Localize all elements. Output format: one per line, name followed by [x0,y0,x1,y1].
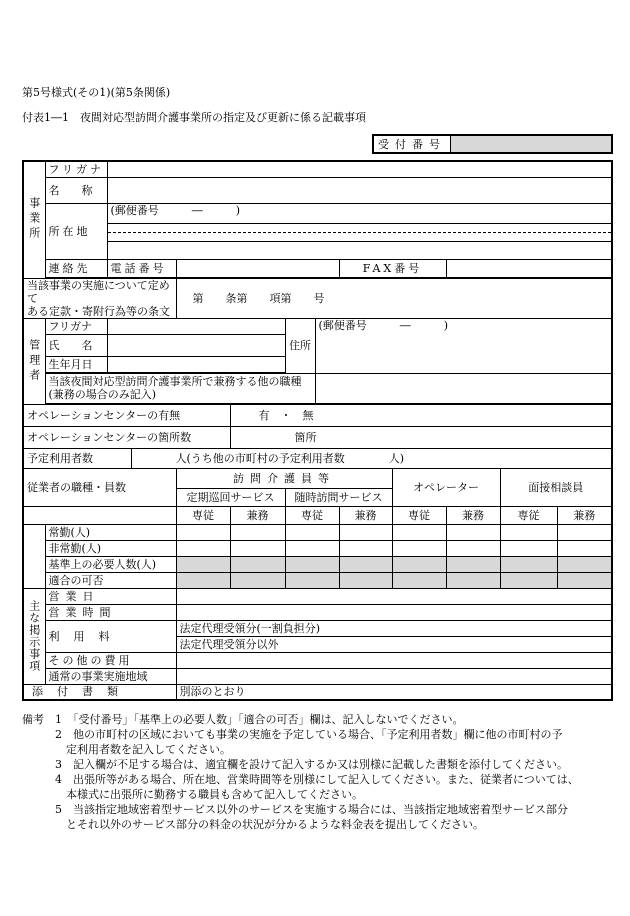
staff-cell[interactable] [176,524,230,540]
staff-cell-shaded [500,572,557,588]
staff-cell[interactable] [557,540,612,556]
col-kenmu: 兼務 [339,506,392,524]
operation-exist-label: オペレーションセンターの有無 [23,404,230,426]
note-line: 4 出張所等がある場合、所在地、営業時間等を別様にして記入してください。また、従業者については、 [22,773,579,786]
staff-cell-shaded [339,556,392,572]
section-jigyosho: 事業所 [23,161,45,278]
note-line: 本様式に出張所に勤務する職員も含めて記入してください。 [22,788,363,801]
staff-cell-shaded [446,572,500,588]
staff-subheader-blank [23,506,176,524]
section-kanrisha: 管理者 [23,318,45,404]
staff-cell[interactable] [446,540,500,556]
receipt-number-field[interactable] [451,135,613,153]
articles-label-line1: 当該事業の実施について定めて [27,278,170,305]
notes [22,712,612,832]
users-field[interactable]: 人(うち他の市町村の予定利用者数 人) [131,448,612,468]
attachment-value: 別添のとおり [176,684,612,700]
staff-cell[interactable] [557,524,612,540]
kanrisha-furigana-label: フリガナ [45,318,107,334]
staff-teiki: 定期巡回サービス [176,488,285,506]
staff-cell[interactable] [392,524,446,540]
note-line: 定利用者数を記入してください。 [22,743,231,756]
main-eigyojikan-label: 営業時間 [45,604,176,620]
note-line: 5 当該指定地域密着型サービス以外のサービスを実施する場合には、当該指定地域密着型サービス部分 [22,803,568,816]
staff-cell[interactable] [285,524,339,540]
jigyosho-name-field[interactable] [107,177,612,203]
operation-count-label: オペレーションセンターの箇所数 [23,426,230,448]
articles-label [23,278,176,318]
main-ryokin-2: 法定代理受領分以外 [176,636,612,652]
staff-cell-shaded [339,572,392,588]
kanrisha-other-line1: 当該夜間対応型訪問介護事業所で兼務する他の職種 [48,375,302,388]
col-senju: 専従 [392,506,446,524]
form-number: 第5号様式(その1)(第5条関係) [22,86,171,99]
staff-row-label: 常勤(人) [45,524,176,540]
table-row [23,556,612,572]
staff-row-label: 基準上の必要人数(人) [45,556,176,572]
col-kenmu: 兼務 [230,506,285,524]
staff-cell[interactable] [285,540,339,556]
table-row [23,572,612,588]
kanrisha-furigana-field[interactable] [107,318,285,334]
section-main: 主な掲示事項 [23,588,45,684]
table-row [23,540,612,556]
jigyosho-name-label: 名 称 [45,177,107,203]
kanrisha-birth-field[interactable] [107,356,285,372]
staff-cell[interactable] [339,540,392,556]
main-chiiki-label: 通常の事業実施地域 [45,668,176,684]
attachment-label: 添付書類 [23,684,176,700]
note-line: とそれ以外のサービス部分の料金の状況が分かるような料金表を提出してください。 [22,818,484,831]
receipt-number-label: 受付番号 [373,135,451,153]
staff-cell[interactable] [392,540,446,556]
staff-row-label: 適合の可否 [45,572,176,588]
main-sonota-field[interactable] [176,652,612,668]
note-line: 3 記入欄が不足する場合は、適宜欄を設けて記入するか又は別様に記載した書類を添付してください。 [22,758,568,771]
kanrisha-address-label: 住所 [285,318,315,373]
staff-cell-shaded [392,572,446,588]
jigyosho-furigana-label: フリガナ [45,161,107,177]
kanrisha-other-line2: (兼務の場合のみ記入) [48,388,157,401]
staff-cell[interactable] [339,524,392,540]
staff-cell-shaded [230,572,285,588]
dashed-divider [108,232,612,233]
col-kenmu: 兼務 [557,506,612,524]
users-label: 予定利用者数 [23,448,131,468]
kanrisha-name-label: 氏 名 [45,334,107,356]
staff-cell[interactable] [446,524,500,540]
operation-exist-field[interactable]: 有 ・ 無 [230,404,612,426]
staff-cell-shaded [557,556,612,572]
jigyosho-phone-label: 電話番号 [107,259,176,277]
staff-operator: オペレーター [392,468,500,506]
staff-zuiji: 随時訪問サービス [285,488,392,506]
receipt-number-box [372,134,613,154]
application-form-table [22,160,613,701]
kanrisha-address-field[interactable] [315,334,612,373]
kanrisha-other-field[interactable] [315,373,612,403]
jigyosho-address-label: 所在地 [45,203,107,259]
staff-cell[interactable] [230,524,285,540]
jigyosho-address-field-2[interactable] [107,241,612,259]
staff-houmon: 訪問介護員等 [176,468,392,488]
staff-row-label: 非常勤(人) [45,540,176,556]
jigyosho-postal: (郵便番号 ― ) [107,203,612,223]
articles-label-line2: ある定款・寄附行為等の条文 [27,304,170,318]
staff-cell-shaded [446,556,500,572]
staff-cell[interactable] [500,540,557,556]
jigyosho-fax-label: FAX番号 [339,259,446,277]
main-ryokin-label: 利用料 [45,620,176,652]
jigyosho-fax-field[interactable] [446,259,612,277]
col-senju: 専従 [176,506,230,524]
main-ryokin-1: 法定代理受領分(一割負担分) [176,620,612,636]
staff-cell-shaded [176,556,230,572]
form-subtitle: 付表1―1 夜間対応型訪問介護事業所の指定及び更新に係る記載事項 [22,111,366,124]
jigyosho-address-field[interactable] [107,223,612,241]
main-eigyojikan-field[interactable] [176,604,612,620]
staff-cell-shaded [285,572,339,588]
staff-cell[interactable] [176,540,230,556]
staff-cell[interactable] [230,540,285,556]
jigyosho-phone-field[interactable] [176,259,339,277]
table-row [23,524,612,540]
staff-cell-shaded [230,556,285,572]
staff-cell-shaded [285,556,339,572]
operation-count-field[interactable]: 箇所 [230,426,612,448]
staff-label: 従業者の職種・員数 [23,468,176,506]
note-line: 備考 1 「受付番号」「基準上の必要人数」「適合の可否」欄は、記入しないでください。 [22,713,464,726]
note-line: 2 他の市町村の区域においても事業の実施を予定している場合、「予定利用者数」欄に他の市町村の予 [22,728,563,741]
col-senju: 専従 [500,506,557,524]
jigyosho-furigana-field[interactable] [107,161,612,177]
staff-cell-shaded [500,556,557,572]
staff-subheader-row [23,506,612,524]
kanrisha-other-label [45,373,315,403]
jigyosho-contact-label: 連絡先 [45,259,107,277]
kanrisha-name-field[interactable] [107,334,285,356]
main-chiiki-field[interactable] [176,668,612,684]
col-senju: 専従 [285,506,339,524]
kanrisha-birth-label: 生年月日 [45,356,107,372]
kanrisha-postal: (郵便番号 ― ) [315,318,612,334]
main-eigyobi-field[interactable] [176,588,612,604]
main-sonota-label: その他の費用 [45,652,176,668]
staff-mensetsu: 面接相談員 [500,468,612,506]
staff-cell[interactable] [500,524,557,540]
staff-cell-shaded [392,556,446,572]
staff-cell-shaded [557,572,612,588]
staff-cell-shaded [176,572,230,588]
col-kenmu: 兼務 [446,506,500,524]
articles-field[interactable]: 第 条第 項第 号 [176,278,612,318]
main-eigyobi-label: 営業日 [45,588,176,604]
